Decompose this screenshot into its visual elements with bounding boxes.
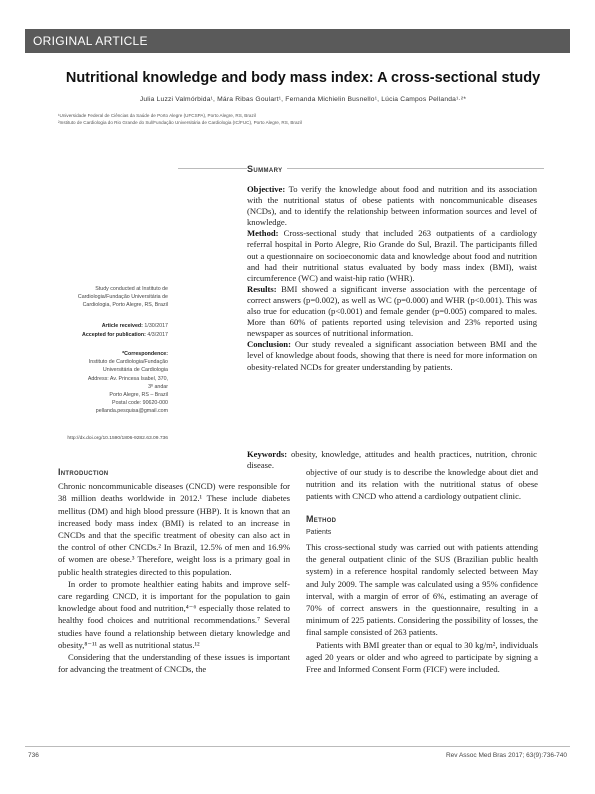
method-text: Cross-sectional study that included 263 outpatients of a cardiology referral hospital in Porto Alegre, Rio Grande do Sul, Brazil. The participants filled out a questionnaire on socioeconomic data and knowledge about food and nutrition and had their nutritional status evaluated by body mass index (BMI), waist circumference (WC) and waist-hip ratio (WHR). [247, 228, 537, 283]
method-heading: Method [306, 513, 337, 524]
doi-link[interactable]: http://dx.doi.org/10.1590/1806-9282.63.09.736 [67, 436, 168, 441]
introduction-heading: Introduction [58, 467, 109, 477]
abstract-method [247, 228, 537, 283]
intro-paragraph: In order to promote healthier eating habits and improve self-care regarding CNCD, it is important for the population to gain knowledge about food and nutrition,⁴⁻⁶ especially those related to healthy food choices and nutritional recommendations.⁷ Several studies have found a relationship between dietary knowledge and obesity,⁸⁻¹¹ as well as nutritional status.¹² [58, 578, 290, 650]
intro-paragraph: Considering that the understanding of these issues is important for advancing the treatment of CNCDs, the [58, 652, 290, 675]
correspondence-block [60, 350, 168, 416]
summary-top-rule [178, 168, 544, 169]
results-text: BMI showed a significant inverse association with the percentage of correct answers (p=0.002), as well as WC (p=0.000) and WHR (p<0.001). This was also true for education (p<0.001) and female gender (p=0.005) compared to males. More than 60% of patients reported using television and 23% reported using newspaper as sources of nutritional information. [247, 283, 537, 339]
article-type-banner [25, 29, 570, 53]
journal-citation: Rev Assoc Med Bras 2017; 63(9):736-740 [445, 752, 567, 759]
affiliation-1: ¹Universidade Federal de Ciências da Saúde de Porto Alegre (UFCSPA), Porto Alegre, RS, Brazil [58, 113, 256, 118]
abstract-conclusion [247, 339, 537, 372]
article-title: Nutritional knowledge and body mass index: A cross-sectional study [65, 70, 541, 86]
correspondence-line: Postal code: 90620-000 [112, 400, 168, 407]
left-column [58, 466, 290, 675]
summary-heading: Summary [247, 164, 287, 174]
footer-rule [25, 746, 570, 747]
keywords-text: obesity, knowledge, attitudes and health practices, nutrition, chronic disease. [247, 449, 537, 471]
correspondence-label: *Correspondence: [122, 351, 168, 357]
intro-paragraph: Chronic noncommunicable diseases (CNCD) were responsible for 38 million deaths worldwide in 2012.¹ These include diabetes mellitus (DM) and high blood pressure (HBP). It is known that an increased body mass index (BMI) is related to an increase in CNCDs and that the specific treatment of obesity can also act in the control of other CNCDs.² In Brazil, 12.5% of men and 16.9% of women are obese.³ Therefore, weight loss is a primary goal in public health strategies directed to this population. [58, 481, 290, 577]
correspondence-line: 3º andar [148, 383, 168, 390]
method-label: Method: [247, 228, 279, 239]
correspondence-line: Porto Alegre, RS – Brazil [109, 392, 168, 399]
abstract-body [247, 184, 537, 373]
correspondence-line: Address: Av. Princesa Isabel, 370, [87, 375, 168, 382]
study-place-note: Study conducted at Instituto de Cardiologia/Fundação Universitária de Cardiologia, Porto Alegre, RS, Brazil [77, 286, 168, 309]
page-number: 736 [28, 752, 39, 759]
abstract-objective [247, 184, 537, 228]
abstract-results [247, 284, 537, 339]
correspondence-line: Universitária de Cardiologia [102, 367, 168, 374]
received-value: 1/30/2017 [144, 323, 168, 329]
accepted-date [60, 331, 168, 339]
method-paragraph: Patients with BMI greater than or equal to 30 kg/m², individuals aged 20 years or older and who agreed to participate by signing a Free and Informed Consent Form (FICF) were included. [306, 639, 538, 675]
article-type-label: ORIGINAL ARTICLE [33, 34, 148, 48]
results-label: Results: [247, 283, 277, 294]
correspondence-line: Instituto de Cardiologia/Fundação [88, 359, 168, 366]
intro-paragraph-continued: objective of our study is to describe the knowledge about diet and nutrition and its relation with the nutritional status of obese patients with CNCD who attend a cardiology outpatient clinic. [306, 467, 538, 502]
method-paragraph: This cross-sectional study was carried out with patients attending the general outpatient clinic of the SUS (Brazilian public health system) in a reference hospital randomly selected between May and July 2009. The sample was calculated using a 95% confidence interval, with a margin of error of 6%, estimating an average of 70% of correct answers in the questionnaire, resulting in a minimum of 225 patients. Considering the possibility of losses, the final sample consisted of 263 patients. [306, 542, 538, 638]
received-label: Article received: [101, 323, 143, 329]
right-column [306, 466, 538, 675]
objective-text: To verify the knowledge about food and nutrition and its association with the nutritional status of obese patients with noncommunicable diseases (NCDs), and to identify the relationship between information sources and level of knowledge. [247, 184, 537, 228]
author-list: Julia Luzzi Valmórbida¹, Mára Ribas Goulart¹, Fernanda Michielin Busnello¹, Lúcia Campos Pellanda¹·²* [139, 96, 467, 103]
affiliation-2: ²Instituto de Cardiologia do Rio Grande do Sul/Fundação Universitária de Cardiologia (IC/FUC), Porto Alegre, RS, Brazil [58, 120, 302, 125]
conclusion-label: Conclusion: [247, 339, 291, 350]
conclusion-text: Our study revealed a significant association between BMI and the level of knowledge about foods, showing that there is need for more information on obesity-related NCDs for greater understanding by patients. [247, 339, 537, 372]
correspondence-email[interactable]: pellanda.pesquisa@gmail.com [95, 408, 168, 415]
objective-label: Objective: [247, 184, 286, 194]
accepted-label: Accepted for publication: [82, 332, 146, 338]
keywords-label: Keywords: [247, 449, 288, 459]
accepted-value: 4/3/2017 [147, 332, 168, 338]
patients-subheading: Patients [306, 528, 332, 536]
received-date [60, 322, 168, 330]
